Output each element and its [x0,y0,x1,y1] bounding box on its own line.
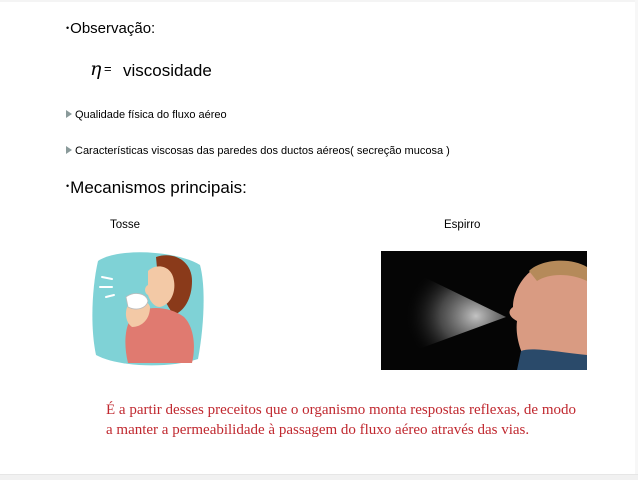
cough-label: Tosse [110,219,141,231]
cough-illustration [88,247,206,369]
bullet-item-viscous-walls [66,145,450,157]
sneeze-photo [381,251,587,370]
cough-illustration-tissue [126,294,148,309]
equals-sign: = [104,61,112,76]
bullet-item-viscous-walls-text: Características viscosas das paredes dos ductos aéreos( secreção mucosa ) [75,145,450,157]
viscosity-label: viscosidade [123,61,212,80]
arrow-bullet-icon [66,146,72,154]
observation-label: Observação: [70,20,156,37]
bullet-item-air-flow-text: Qualidade física do fluxo aéreo [75,109,227,121]
sneeze-label: Espirro [444,219,481,231]
conclusion-note: É a partir desses preceitos que o organismo monta respostas reflexas, de modo a manter a permeabilidade à passagem do fluxo aéreo através das vias. [106,402,577,438]
mechanisms-heading [66,178,247,198]
bullet-dot-icon: • [66,181,70,191]
slide-top-border [0,0,638,2]
bullet-dot-icon: • [66,23,70,33]
bullet-item-air-flow [66,109,227,121]
arrow-bullet-icon [66,110,72,118]
observation-heading [66,20,155,37]
slide-bottom-border [0,474,638,480]
eta-symbol: η [90,58,102,80]
mechanisms-label: Mecanismos principais: [70,178,247,197]
